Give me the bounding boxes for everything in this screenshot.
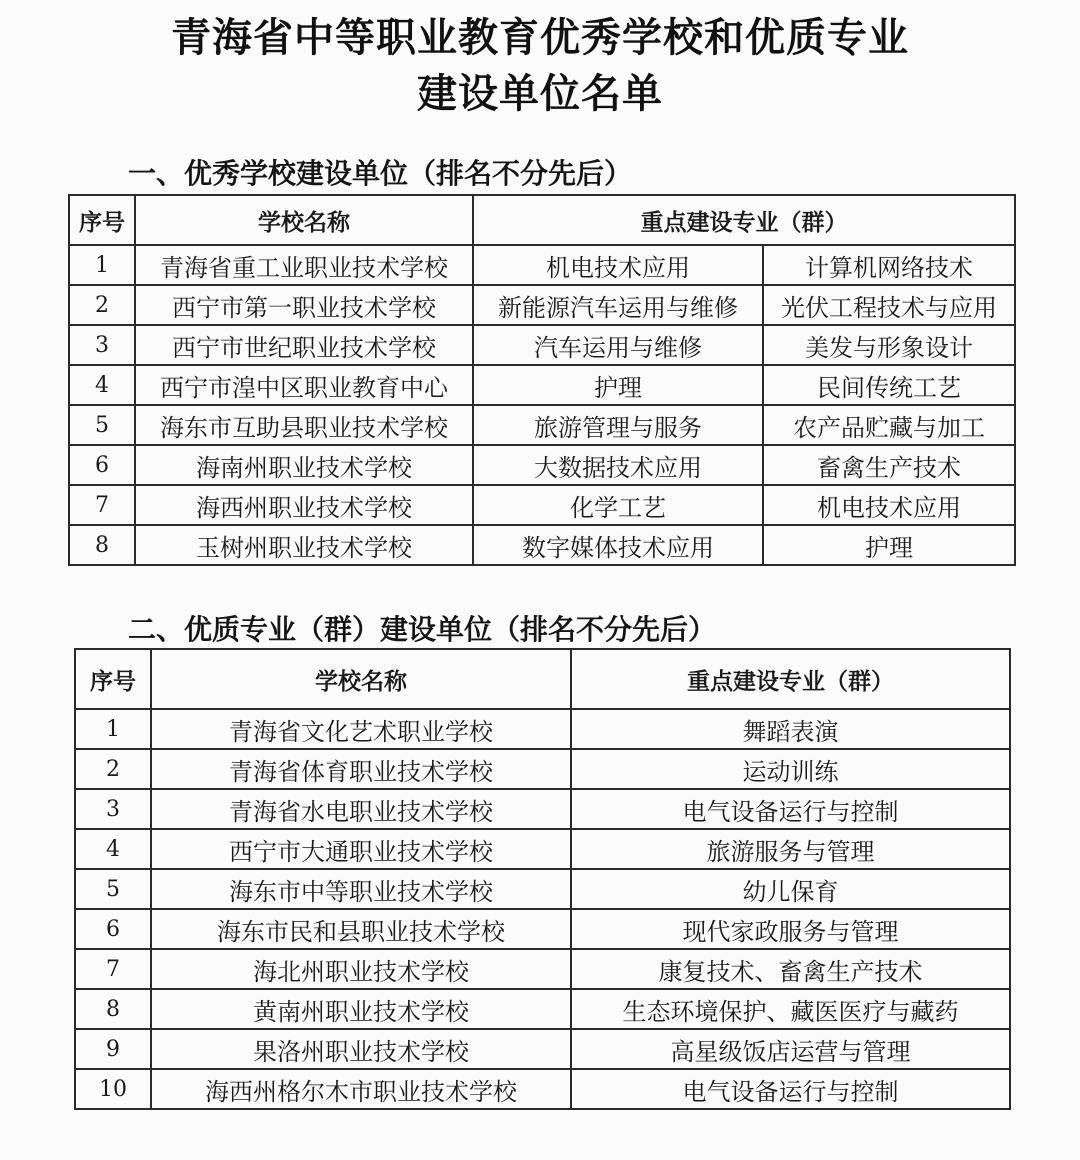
row-index: 1 xyxy=(69,245,135,285)
school-name: 海东市互助县职业技术学校 xyxy=(135,405,473,445)
section-1-heading: 一、优秀学校建设单位（排名不分先后） xyxy=(128,157,633,190)
document-title-line-1: 青海省中等职业教育优秀学校和优质专业 xyxy=(171,15,909,61)
row-index: 6 xyxy=(75,909,151,949)
row-index: 7 xyxy=(69,485,135,525)
row-index: 5 xyxy=(75,869,151,909)
header-key-major: 重点建设专业（群） xyxy=(473,195,1015,245)
school-name: 海东市民和县职业技术学校 xyxy=(151,909,571,949)
table-header-row xyxy=(75,649,1010,709)
school-name: 西宁市世纪职业技术学校 xyxy=(135,325,473,365)
row-index: 4 xyxy=(69,365,135,405)
key-major: 舞蹈表演 xyxy=(571,709,1010,749)
key-major-2: 护理 xyxy=(763,525,1015,565)
key-major-2: 计算机网络技术 xyxy=(763,245,1015,285)
key-major-1: 护理 xyxy=(473,365,763,405)
row-index: 5 xyxy=(69,405,135,445)
key-major: 电气设备运行与控制 xyxy=(571,789,1010,829)
key-major: 现代家政服务与管理 xyxy=(571,909,1010,949)
school-name: 西宁市大通职业技术学校 xyxy=(151,829,571,869)
row-index: 2 xyxy=(69,285,135,325)
key-major: 康复技术、畜禽生产技术 xyxy=(571,949,1010,989)
header-school-name: 学校名称 xyxy=(151,649,571,709)
key-major-1: 数字媒体技术应用 xyxy=(473,525,763,565)
key-major-1: 大数据技术应用 xyxy=(473,445,763,485)
row-index: 7 xyxy=(75,949,151,989)
table-row xyxy=(75,869,1010,909)
key-major-1: 新能源汽车运用与维修 xyxy=(473,285,763,325)
key-major-1: 化学工艺 xyxy=(473,485,763,525)
row-index: 6 xyxy=(69,445,135,485)
school-name: 青海省水电职业技术学校 xyxy=(151,789,571,829)
table-row xyxy=(75,749,1010,789)
school-name: 青海省文化艺术职业学校 xyxy=(151,709,571,749)
key-major-2: 民间传统工艺 xyxy=(763,365,1015,405)
key-major-1: 旅游管理与服务 xyxy=(473,405,763,445)
document-title-line-2: 建设单位名单 xyxy=(417,71,663,117)
table-row xyxy=(69,285,1015,325)
row-index: 4 xyxy=(75,829,151,869)
key-major-1: 机电技术应用 xyxy=(473,245,763,285)
key-major: 电气设备运行与控制 xyxy=(571,1069,1010,1109)
table-row xyxy=(75,789,1010,829)
table-row xyxy=(69,405,1015,445)
key-major: 旅游服务与管理 xyxy=(571,829,1010,869)
excellent-schools-table xyxy=(68,194,1016,566)
table-row xyxy=(75,709,1010,749)
header-index: 序号 xyxy=(75,649,151,709)
row-index: 9 xyxy=(75,1029,151,1069)
school-name: 玉树州职业技术学校 xyxy=(135,525,473,565)
section-2-heading: 二、优质专业（群）建设单位（排名不分先后） xyxy=(128,613,717,646)
key-major-2: 美发与形象设计 xyxy=(763,325,1015,365)
table-row xyxy=(75,909,1010,949)
table-row xyxy=(75,829,1010,869)
row-index: 1 xyxy=(75,709,151,749)
table-row xyxy=(69,365,1015,405)
key-major-2: 畜禽生产技术 xyxy=(763,445,1015,485)
table-header-row xyxy=(69,195,1015,245)
row-index: 3 xyxy=(69,325,135,365)
key-major-1: 汽车运用与维修 xyxy=(473,325,763,365)
key-major: 幼儿保育 xyxy=(571,869,1010,909)
school-name: 西宁市湟中区职业教育中心 xyxy=(135,365,473,405)
table-row xyxy=(69,325,1015,365)
table-row xyxy=(69,445,1015,485)
table-row xyxy=(75,1029,1010,1069)
table-row xyxy=(69,245,1015,285)
quality-majors-table xyxy=(74,648,1011,1110)
key-major: 高星级饭店运营与管理 xyxy=(571,1029,1010,1069)
row-index: 2 xyxy=(75,749,151,789)
table-row xyxy=(75,949,1010,989)
table-row xyxy=(75,989,1010,1029)
table-row xyxy=(75,1069,1010,1109)
header-school-name: 学校名称 xyxy=(135,195,473,245)
key-major-2: 光伏工程技术与应用 xyxy=(763,285,1015,325)
table-row xyxy=(69,485,1015,525)
school-name: 青海省重工业职业技术学校 xyxy=(135,245,473,285)
table-row xyxy=(69,525,1015,565)
header-index: 序号 xyxy=(69,195,135,245)
school-name: 黄南州职业技术学校 xyxy=(151,989,571,1029)
row-index: 8 xyxy=(69,525,135,565)
school-name: 海西州格尔木市职业技术学校 xyxy=(151,1069,571,1109)
key-major-2: 机电技术应用 xyxy=(763,485,1015,525)
header-key-major: 重点建设专业（群） xyxy=(571,649,1010,709)
school-name: 海西州职业技术学校 xyxy=(135,485,473,525)
school-name: 果洛州职业技术学校 xyxy=(151,1029,571,1069)
school-name: 西宁市第一职业技术学校 xyxy=(135,285,473,325)
school-name: 海北州职业技术学校 xyxy=(151,949,571,989)
row-index: 3 xyxy=(75,789,151,829)
key-major: 生态环境保护、藏医医疗与藏药 xyxy=(571,989,1010,1029)
school-name: 海东市中等职业技术学校 xyxy=(151,869,571,909)
row-index: 10 xyxy=(75,1069,151,1109)
key-major-2: 农产品贮藏与加工 xyxy=(763,405,1015,445)
school-name: 海南州职业技术学校 xyxy=(135,445,473,485)
row-index: 8 xyxy=(75,989,151,1029)
school-name: 青海省体育职业技术学校 xyxy=(151,749,571,789)
key-major: 运动训练 xyxy=(571,749,1010,789)
